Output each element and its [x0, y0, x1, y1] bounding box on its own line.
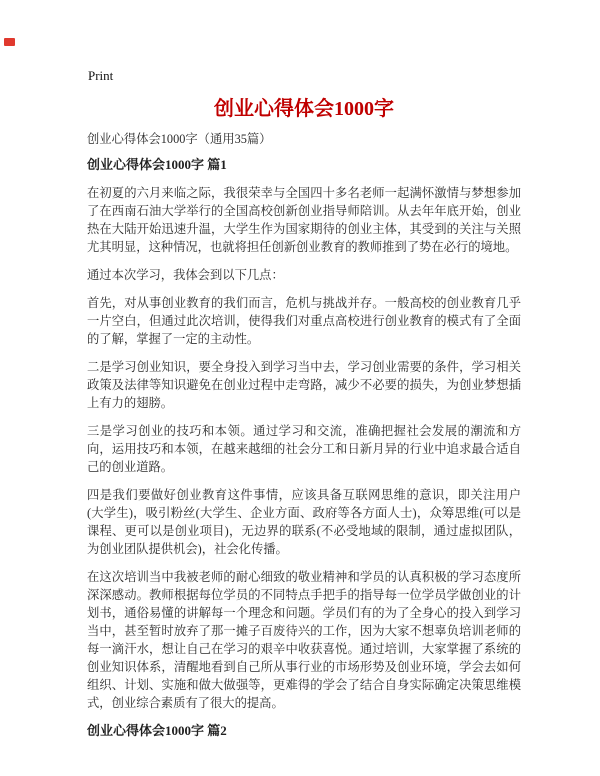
- section-heading-part2: 创业心得体会1000字 篇2: [87, 723, 227, 738]
- paragraph-lead-in: 通过本次学习，我体会到以下几点：: [87, 268, 284, 282]
- site-logo-icon: [4, 38, 15, 46]
- article-subtitle: 创业心得体会1000字（通用35篇）: [87, 132, 272, 146]
- paragraph-point-4: 四是我们要做好创业教育这件事情，应该具备互联网思维的意识，即关注用户(大学生)，吸引粉丝(大学生、企业方面、政府等各方面人士)，众筹思维(可以是课程、更可以是创业项目)，无边界的联系(不必受地域的限制，通过虚拟团队，为创业团队提供机会)，社会化传播。: [87, 488, 521, 556]
- section-heading-part1: 创业心得体会1000字 篇1: [87, 157, 227, 172]
- paragraph-intro: 在初夏的六月来临之际，我很荣幸与全国四十多名老师一起满怀激情与梦想参加了在西南石油大学举行的全国高校创新创业指导师陪训。从去年年底开始，创业热在大陆开始迅速升温，大学生作为国家期待的创业主体，其受到的关注与关照尤其明显，这种情况，也就将担任创新创业教育的教师推到了势在必行的境地。: [87, 186, 521, 254]
- article-content: [87, 96, 521, 750]
- paragraph-point-3: 三是学习创业的技巧和本领。通过学习和交流，准确把握社会发展的潮流和方向，运用技巧和本领，在越来越细的社会分工和日新月异的行业中追求最合适自己的创业道路。: [87, 424, 521, 474]
- paragraph-point-1: 首先，对从事创业教育的我们而言，危机与挑战并存。一般高校的创业教育几乎一片空白，但通过此次培训，使得我们对重点高校进行创业教育的模式有了全面的了解，掌握了一定的主动性。: [87, 296, 521, 346]
- print-link[interactable]: Print: [88, 68, 114, 83]
- paragraph-point-2: 二是学习创业知识，要全身投入到学习当中去，学习创业需要的条件，学习相关政策及法律等知识避免在创业过程中走弯路，减少不必要的损失，为创业梦想插上有力的翅膀。: [87, 360, 521, 410]
- page-title: 创业心得体会1000字: [214, 98, 394, 120]
- paragraph-summary: 在这次培训当中我被老师的耐心细致的敬业精神和学员的认真积极的学习态度所深深感动。教师根据每位学员的不同特点手把手的指导每一位学员学做创业的计划书，通俗易懂的讲解每一个理念和问题。学员们有的为了全身心的投入到学习当中，甚至暂时放弃了那一摊子百废待兴的工作，因为大家不想辜负培训老师的每一滴汗水，想让自己在学习的艰辛中收获喜悦。通过培训，大家掌握了系统的创业知识体系，清醒地看到自己所从事行业的市场形势及创业环境，学会去如何组织、计划、实施和做大做强等，更难得的学会了结合自身实际确定决策思维模式，创业综合素质有了很大的提高。: [87, 570, 521, 710]
